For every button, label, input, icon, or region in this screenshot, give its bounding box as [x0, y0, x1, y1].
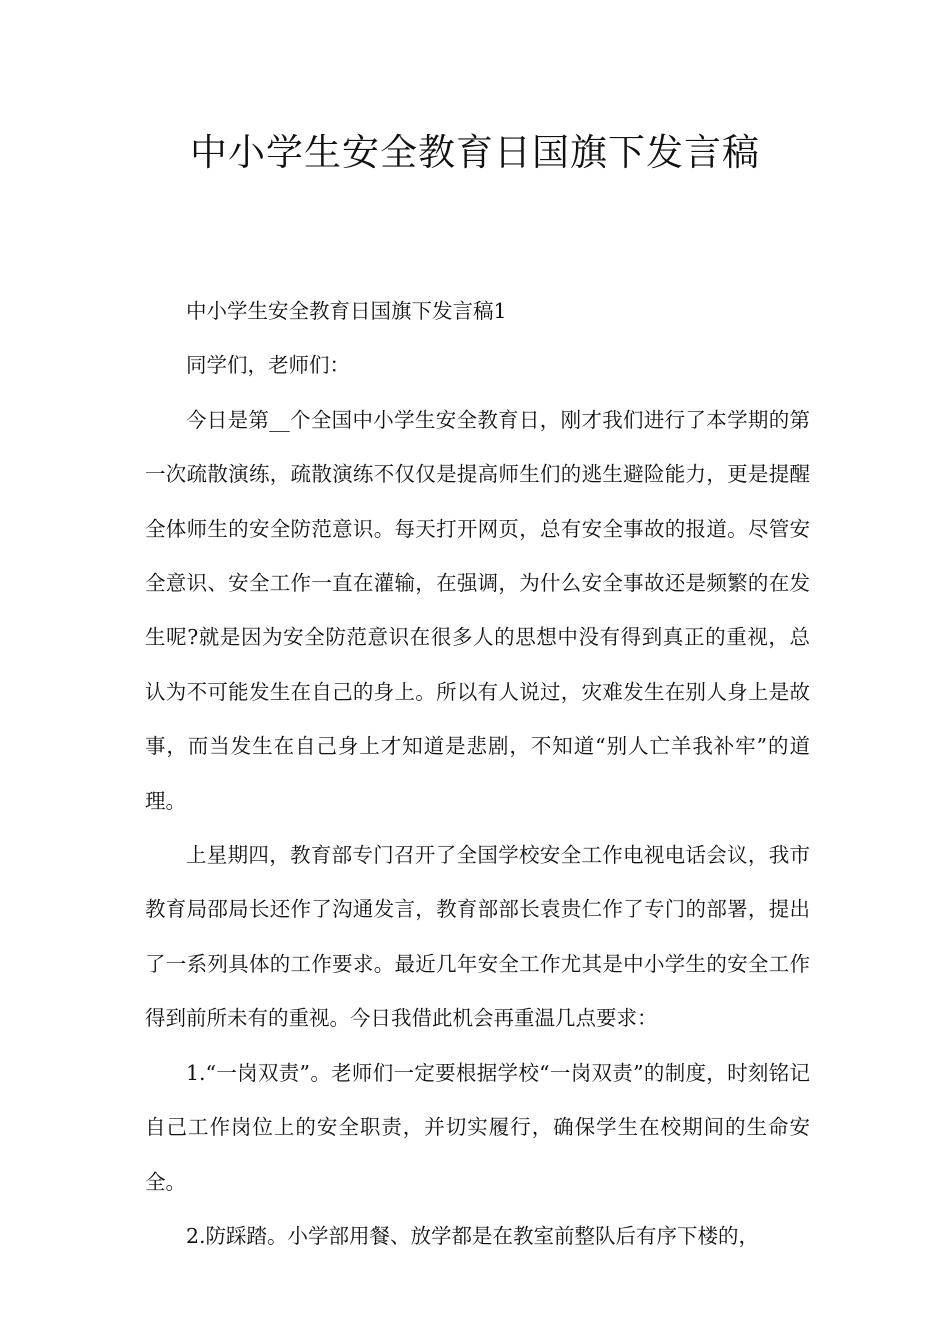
- list-item: 1.“一岗双责”。老师们一定要根据学校“一岗双责”的制度，时刻铭记自己工作岗位上的安全职责，并切实履行，确保学生在校期间的生命安全。: [145, 1060, 810, 1194]
- list-item: 2.防踩踏。小学部用餐、放学都是在教室前整队后有序下楼的，: [186, 1223, 760, 1248]
- salutation: 同学们，老师们：: [186, 353, 350, 378]
- page-title: 中小学生安全教育日国旗下发言稿: [190, 131, 760, 174]
- section-heading: 中小学生安全教育日国旗下发言稿1: [186, 299, 507, 323]
- document-body: [145, 284, 810, 1263]
- paragraph: 上星期四，教育部专门召开了全国学校安全工作电视电话会议，我市教育局邵局长还作了沟通发言，教育部部长袁贵仁作了专门的部署，提出了一系列具体的工作要求。最近几年安全工作尤其是中小学生的安全工作得到前所未有的重视。今日我借此机会再重温几点要求：: [145, 843, 810, 1031]
- paragraph: 今日是第__个全国中小学生安全教育日，刚才我们进行了本学期的第一次疏散演练，疏散演练不仅仅是提高师生们的逃生避险能力，更是提醒全体师生的安全防范意识。每天打开网页，总有安全事故的报道。尽管安全意识、安全工作一直在灌输，在强调，为什么安全事故还是频繁的在发生呢?就是因为安全防范意识在很多人的思想中没有得到真正的重视，总认为不可能发生在自己的身上。所以有人说过，灾难发生在别人身上是故事，而当发生在自己身上才知道是悲剧，不知道“别人亡羊我补牢”的道理。: [145, 407, 810, 813]
